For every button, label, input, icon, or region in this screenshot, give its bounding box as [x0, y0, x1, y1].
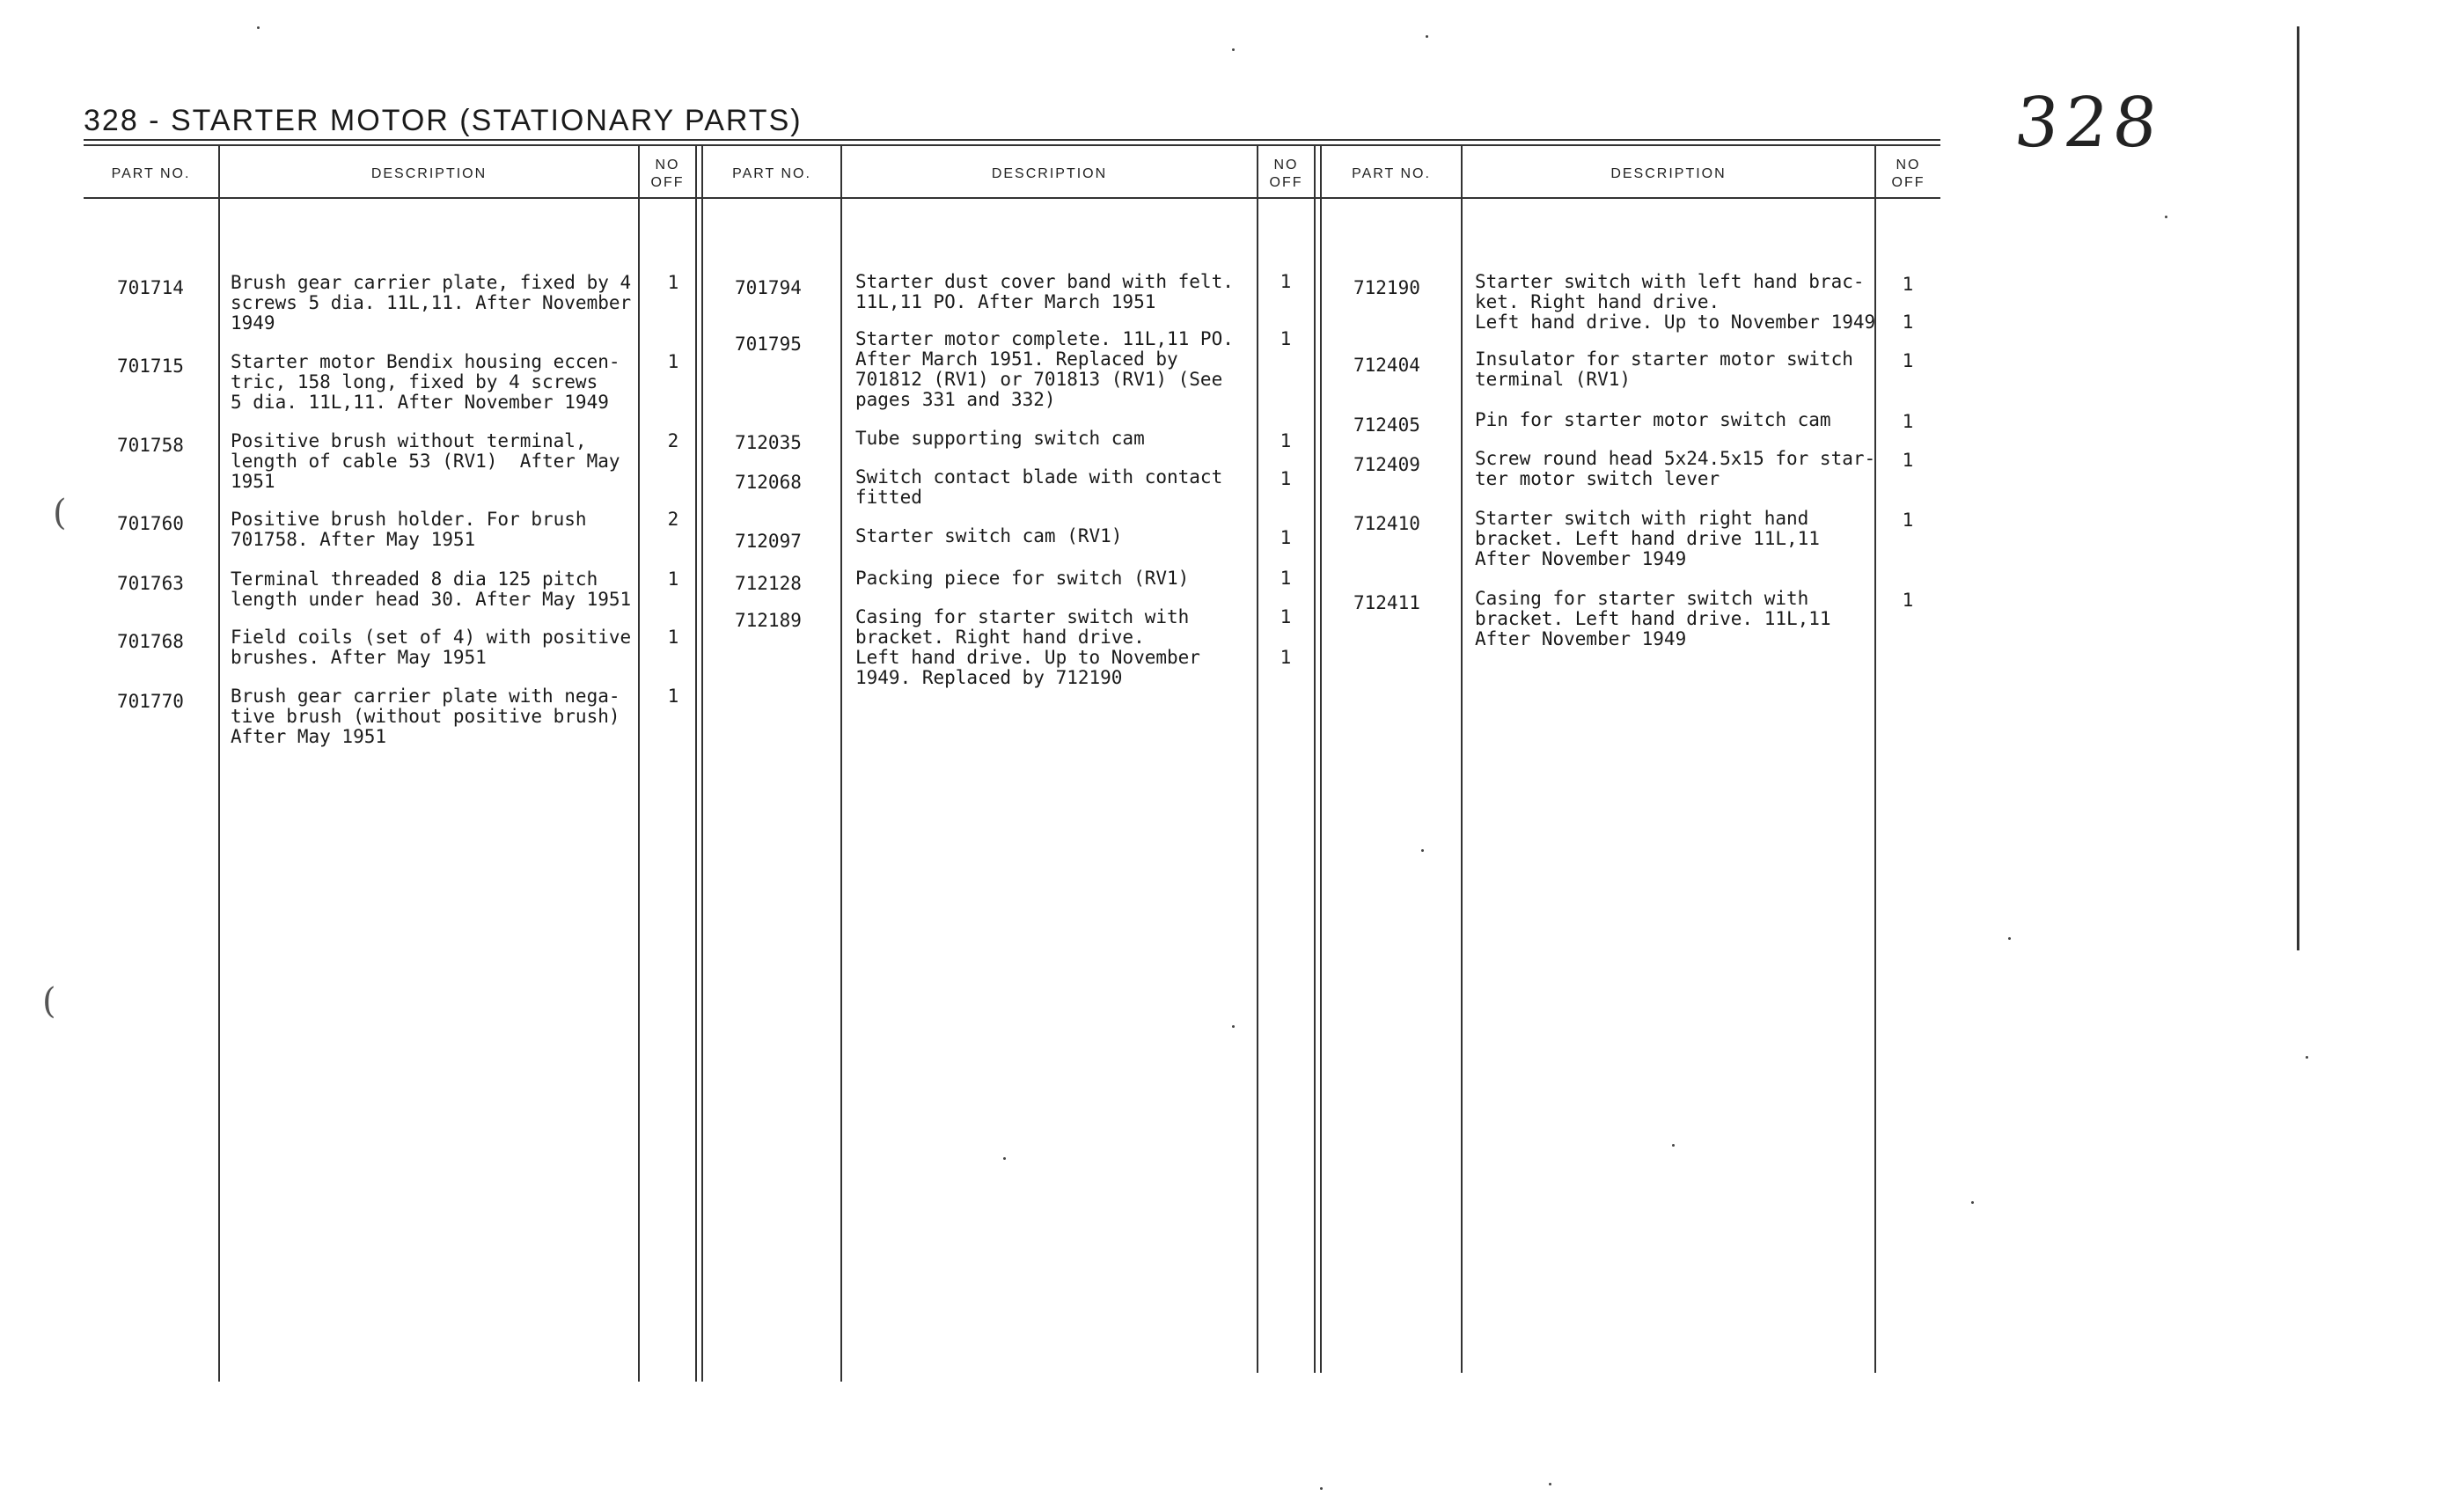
column-divider: [701, 145, 703, 1382]
column-divider: [840, 145, 842, 1382]
page-edge-line: [2297, 26, 2299, 950]
quantity: 1: [1280, 271, 1292, 292]
part-description: Starter switch cam (RV1): [855, 525, 1123, 546]
column-divider: [1461, 145, 1463, 1373]
quantity: 1: [1902, 350, 1914, 371]
quantity: 1: [667, 568, 679, 590]
title-rule-double: [84, 144, 1940, 146]
quantity: 1: [1280, 328, 1292, 349]
part-description: Screw round head 5x24.5x15 for star- ter motor switch lever: [1475, 448, 1876, 489]
header-description: DESCRIPTION: [370, 166, 488, 181]
part-number: 712410: [1353, 513, 1420, 534]
part-description: Starter motor Bendix housing eccen- tric, 158 long, fixed by 4 screws 5 dia. 11L,11. After November 1949: [231, 351, 620, 413]
part-description: Switch contact blade with contact fitted: [855, 466, 1223, 508]
margin-punch-mark: (: [42, 981, 56, 1022]
part-number: 701715: [117, 356, 184, 377]
scan-speck: [1421, 849, 1424, 852]
header-part-no: PART NO.: [111, 166, 191, 181]
quantity: 2: [667, 430, 679, 451]
quantity: 1: [667, 272, 679, 293]
part-number: 701758: [117, 435, 184, 456]
quantity: 1: [1902, 450, 1914, 471]
quantity: 1: [1280, 568, 1292, 589]
part-description: Casing for starter switch with bracket. Left hand drive. 11L,11 After November 1949: [1475, 588, 1831, 649]
handwritten-page-number: 328: [2011, 84, 2167, 163]
scan-speck: [1232, 1025, 1235, 1028]
scan-speck: [1426, 35, 1428, 38]
header-no-off: NO OFF: [1269, 158, 1303, 190]
scan-speck: [2306, 1056, 2308, 1059]
quantity: 1: [1280, 647, 1292, 668]
part-description: Brush gear carrier plate, fixed by 4 screws 5 dia. 11L,11. After November 1949: [231, 272, 632, 334]
part-number: 712405: [1353, 414, 1420, 436]
quantity: 1: [1902, 274, 1914, 295]
part-number: 701760: [117, 513, 184, 534]
part-number: 701768: [117, 631, 184, 652]
part-number: 712409: [1353, 454, 1420, 475]
quantity: 1: [1280, 606, 1292, 627]
column-divider: [218, 145, 220, 1382]
quantity: 1: [1902, 590, 1914, 611]
part-description: Positive brush holder. For brush 701758. After May 1951: [231, 509, 587, 550]
part-description: Starter dust cover band with felt. 11L,11 PO. After March 1951: [855, 271, 1234, 312]
header-no-off: NO OFF: [1891, 158, 1925, 190]
header-no-off: NO OFF: [650, 158, 685, 190]
margin-punch-mark: (: [53, 493, 67, 533]
quantity: 2: [667, 509, 679, 530]
part-description: Positive brush without terminal, length of cable 53 (RV1) After May 1951: [231, 430, 620, 492]
part-description: Field coils (set of 4) with positive brushes. After May 1951: [231, 627, 632, 668]
part-description: Left hand drive. Up to November 1949. Replaced by 712190: [855, 647, 1200, 688]
scan-speck: [1672, 1144, 1675, 1147]
part-number: 701763: [117, 573, 184, 594]
part-number: 712068: [735, 472, 802, 493]
header-description: DESCRIPTION: [1610, 166, 1727, 181]
part-description: Insulator for starter motor switch terminal (RV1): [1475, 348, 1853, 390]
column-divider: [1314, 145, 1316, 1373]
scan-speck: [1232, 48, 1235, 51]
column-divider: [1320, 145, 1322, 1373]
part-number: 701770: [117, 691, 184, 712]
column-divider: [695, 145, 697, 1382]
part-description: Casing for starter switch with bracket. Right hand drive.: [855, 606, 1190, 648]
part-number: 712035: [735, 432, 802, 453]
column-divider: [638, 145, 640, 1382]
part-description: Starter switch with right hand bracket. Left hand drive 11L,11 After November 1949: [1475, 508, 1820, 569]
quantity: 1: [1280, 527, 1292, 548]
part-description: Starter motor complete. 11L,11 PO. After March 1951. Replaced by 701812 (RV1) or 701813 (RV1) (See pages 331 and 332): [855, 328, 1234, 410]
part-number: 701714: [117, 277, 184, 298]
part-number: 712411: [1353, 592, 1420, 613]
part-number: 712128: [735, 573, 802, 594]
quantity: 1: [1280, 468, 1292, 489]
header-part-no: PART NO.: [732, 166, 811, 181]
scan-speck: [2008, 937, 2011, 940]
quantity: 1: [1902, 411, 1914, 432]
title-rule: [84, 139, 1940, 141]
part-number: 701794: [735, 277, 802, 298]
header-description: DESCRIPTION: [991, 166, 1108, 181]
part-description: Tube supporting switch cam: [855, 428, 1145, 449]
part-number: 712404: [1353, 355, 1420, 376]
quantity: 1: [1280, 430, 1292, 451]
part-description: Pin for starter motor switch cam: [1475, 409, 1831, 430]
scan-speck: [1320, 1487, 1323, 1490]
part-number: 712097: [735, 531, 802, 552]
quantity: 1: [667, 627, 679, 648]
column-divider: [1257, 145, 1258, 1373]
quantity: 1: [1902, 510, 1914, 531]
part-number: 701795: [735, 334, 802, 355]
header-part-no: PART NO.: [1352, 166, 1431, 181]
part-description: Brush gear carrier plate with nega- tive brush (without positive brush) After May 1951: [231, 686, 620, 747]
quantity: 1: [667, 351, 679, 372]
part-description: Left hand drive. Up to November 1949: [1475, 312, 1876, 333]
scan-speck: [1971, 1201, 1974, 1204]
scan-speck: [2165, 216, 2167, 218]
part-description: Terminal threaded 8 dia 125 pitch length under head 30. After May 1951: [231, 568, 632, 610]
page-title: 328 - STARTER MOTOR (STATIONARY PARTS): [84, 104, 803, 137]
scan-speck: [1003, 1157, 1006, 1160]
scan-speck: [257, 26, 260, 29]
part-description: Starter switch with left hand brac- ket. Right hand drive.: [1475, 271, 1865, 312]
part-description: Packing piece for switch (RV1): [855, 568, 1190, 589]
quantity: 1: [667, 686, 679, 707]
part-number: 712190: [1353, 277, 1420, 298]
quantity: 1: [1902, 312, 1914, 333]
part-number: 712189: [735, 610, 802, 631]
scan-speck: [1549, 1483, 1551, 1485]
